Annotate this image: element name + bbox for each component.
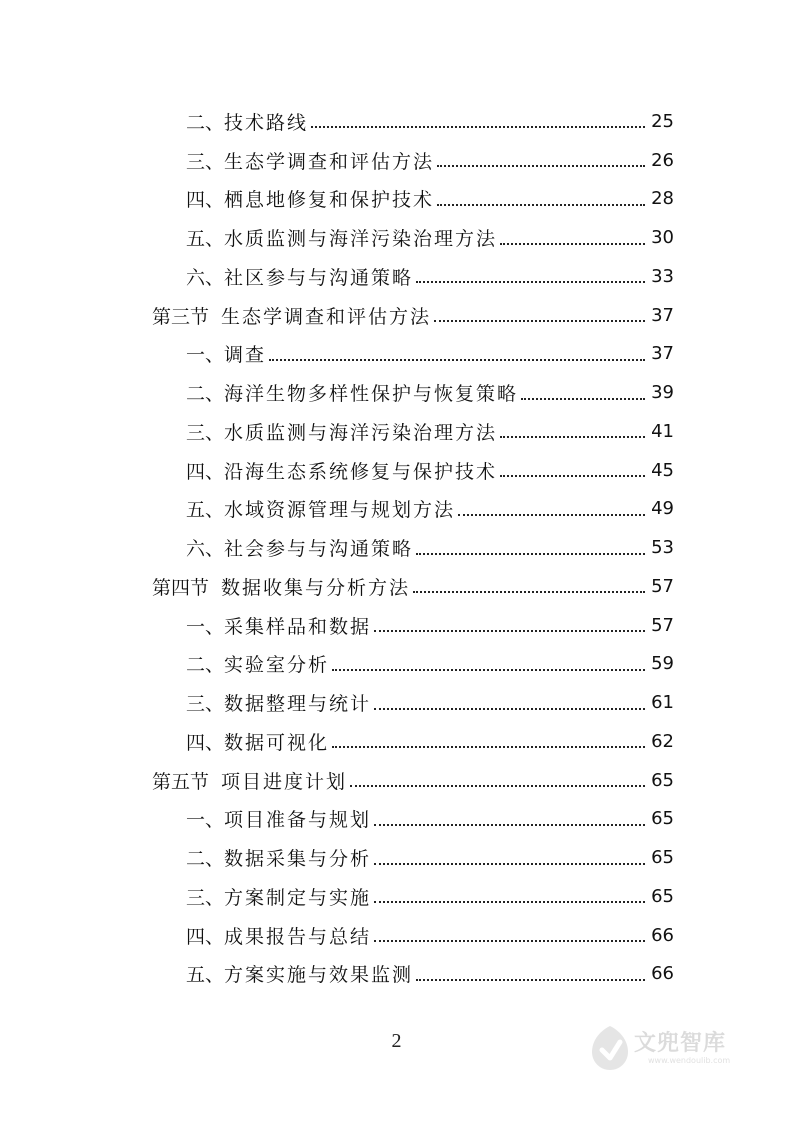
toc-entry-title: 水域资源管理与规划方法 xyxy=(224,499,456,522)
toc-entry-page: 37 xyxy=(651,343,674,365)
toc-entry-number: 第四节 xyxy=(152,576,210,599)
toc-entry-page: 33 xyxy=(651,265,674,287)
toc-entry-page: 65 xyxy=(651,885,674,907)
toc-entry[interactable] xyxy=(0,451,793,490)
toc-entry[interactable] xyxy=(0,838,793,877)
toc-entry[interactable] xyxy=(0,335,793,374)
toc-entry-page: 28 xyxy=(651,188,674,210)
toc-entry[interactable] xyxy=(0,877,793,916)
toc-entry-page: 66 xyxy=(651,963,674,985)
toc-dot-leader xyxy=(311,126,645,128)
watermark-url: www.wendoulib.com xyxy=(648,1056,731,1065)
toc-entry-number: 六、 xyxy=(186,266,225,289)
toc-entry-title: 社会参与与沟通策略 xyxy=(224,538,414,561)
toc-entry-title: 实验室分析 xyxy=(224,654,330,677)
toc-entry-title: 成果报告与总结 xyxy=(224,925,372,948)
toc-entry-title: 生态学调查和评估方法 xyxy=(224,150,435,173)
toc-entry-page: 49 xyxy=(651,498,674,520)
table-of-contents xyxy=(0,102,793,993)
page-number: 2 xyxy=(391,1030,402,1052)
toc-entry[interactable] xyxy=(0,800,793,839)
toc-entry-title: 数据收集与分析方法 xyxy=(221,576,411,599)
toc-dot-leader xyxy=(374,940,645,942)
toc-dot-leader xyxy=(269,359,645,361)
toc-entry-page: 57 xyxy=(651,575,674,597)
toc-entry[interactable] xyxy=(0,296,793,335)
toc-entry-page: 61 xyxy=(651,692,674,714)
toc-dot-leader xyxy=(374,824,645,826)
toc-entry-number: 四、 xyxy=(186,925,225,948)
toc-entry-title: 海洋生物多样性保护与恢复策略 xyxy=(224,383,519,406)
toc-entry-number: 三、 xyxy=(186,693,225,716)
toc-entry-number: 二、 xyxy=(186,383,225,406)
toc-entry-page: 57 xyxy=(651,614,674,636)
toc-entry[interactable] xyxy=(0,257,793,296)
toc-entry-page: 53 xyxy=(651,537,674,559)
toc-dot-leader xyxy=(350,785,645,787)
toc-dot-leader xyxy=(374,863,645,865)
toc-dot-leader xyxy=(500,243,645,245)
toc-entry-page: 65 xyxy=(651,847,674,869)
toc-entry-number: 二、 xyxy=(186,654,225,677)
toc-entry[interactable] xyxy=(0,606,793,645)
watermark-text: 文兜智库 xyxy=(634,1031,727,1056)
toc-entry[interactable] xyxy=(0,180,793,219)
toc-entry[interactable] xyxy=(0,567,793,606)
toc-entry[interactable] xyxy=(0,955,793,994)
toc-entry-title: 栖息地修复和保护技术 xyxy=(224,189,435,212)
toc-entry-number: 一、 xyxy=(186,615,225,638)
toc-dot-leader xyxy=(521,398,645,400)
toc-entry-number: 第三节 xyxy=(152,305,210,328)
toc-entry-number: 五、 xyxy=(186,964,225,987)
toc-entry-number: 三、 xyxy=(186,886,225,909)
toc-dot-leader xyxy=(374,630,645,632)
toc-dot-leader xyxy=(500,436,645,438)
toc-entry[interactable] xyxy=(0,490,793,529)
toc-entry-title: 社区参与与沟通策略 xyxy=(224,266,414,289)
toc-entry-page: 45 xyxy=(651,459,674,481)
toc-entry-title: 沿海生态系统修复与保护技术 xyxy=(224,460,498,483)
toc-entry[interactable] xyxy=(0,141,793,180)
toc-entry[interactable] xyxy=(0,916,793,955)
toc-dot-leader xyxy=(332,746,645,748)
toc-dot-leader xyxy=(437,165,645,167)
toc-entry-page: 39 xyxy=(651,382,674,404)
toc-entry-title: 水质监测与海洋污染治理方法 xyxy=(224,421,498,444)
toc-dot-leader xyxy=(416,281,645,283)
toc-entry[interactable] xyxy=(0,683,793,722)
toc-entry-number: 五、 xyxy=(186,228,225,251)
toc-dot-leader xyxy=(416,553,645,555)
toc-entry-page: 62 xyxy=(651,730,674,752)
toc-entry-title: 调查 xyxy=(224,344,267,367)
toc-entry-number: 四、 xyxy=(186,460,225,483)
toc-dot-leader xyxy=(374,901,645,903)
toc-entry-title: 生态学调查和评估方法 xyxy=(221,305,432,328)
toc-entry[interactable] xyxy=(0,722,793,761)
toc-dot-leader xyxy=(500,475,645,477)
toc-entry[interactable] xyxy=(0,412,793,451)
toc-entry-page: 37 xyxy=(651,304,674,326)
toc-entry-number: 第五节 xyxy=(152,770,210,793)
toc-entry[interactable] xyxy=(0,373,793,412)
toc-entry-number: 三、 xyxy=(186,150,225,173)
toc-entry-number: 二、 xyxy=(186,111,225,134)
toc-dot-leader xyxy=(416,979,645,981)
toc-entry-number: 四、 xyxy=(186,731,225,754)
toc-entry-number: 四、 xyxy=(186,189,225,212)
toc-entry-title: 数据整理与统计 xyxy=(224,693,372,716)
toc-entry[interactable] xyxy=(0,528,793,567)
toc-dot-leader xyxy=(374,708,645,710)
toc-entry-page: 25 xyxy=(651,110,674,132)
toc-entry-number: 二、 xyxy=(186,848,225,871)
toc-entry-page: 66 xyxy=(651,924,674,946)
toc-entry-title: 方案制定与实施 xyxy=(224,886,372,909)
toc-dot-leader xyxy=(437,204,645,206)
toc-entry-page: 30 xyxy=(651,227,674,249)
toc-entry-title: 项目进度计划 xyxy=(221,770,348,793)
toc-entry-title: 采集样品和数据 xyxy=(224,615,372,638)
watermark-logo xyxy=(588,1022,778,1074)
toc-entry-title: 数据可视化 xyxy=(224,731,330,754)
toc-entry-number: 五、 xyxy=(186,499,225,522)
toc-entry-number: 三、 xyxy=(186,421,225,444)
toc-entry-title: 技术路线 xyxy=(224,111,309,134)
toc-entry[interactable] xyxy=(0,218,793,257)
toc-entry-page: 41 xyxy=(651,420,674,442)
toc-entry-number: 六、 xyxy=(186,538,225,561)
toc-dot-leader xyxy=(332,669,645,671)
toc-entry-page: 65 xyxy=(651,808,674,830)
toc-entry-title: 项目准备与规划 xyxy=(224,809,372,832)
toc-entry[interactable] xyxy=(0,645,793,684)
watermark-icon xyxy=(588,1024,632,1072)
toc-dot-leader xyxy=(434,320,645,322)
toc-dot-leader xyxy=(413,591,645,593)
toc-entry[interactable] xyxy=(0,761,793,800)
toc-entry-page: 26 xyxy=(651,149,674,171)
toc-entry-page: 59 xyxy=(651,653,674,675)
toc-entry-title: 数据采集与分析 xyxy=(224,848,372,871)
toc-entry-title: 方案实施与效果监测 xyxy=(224,964,414,987)
toc-entry[interactable] xyxy=(0,102,793,141)
toc-entry-title: 水质监测与海洋污染治理方法 xyxy=(224,228,498,251)
toc-entry-page: 65 xyxy=(651,769,674,791)
toc-entry-number: 一、 xyxy=(186,344,225,367)
toc-dot-leader xyxy=(458,514,645,516)
toc-entry-number: 一、 xyxy=(186,809,225,832)
